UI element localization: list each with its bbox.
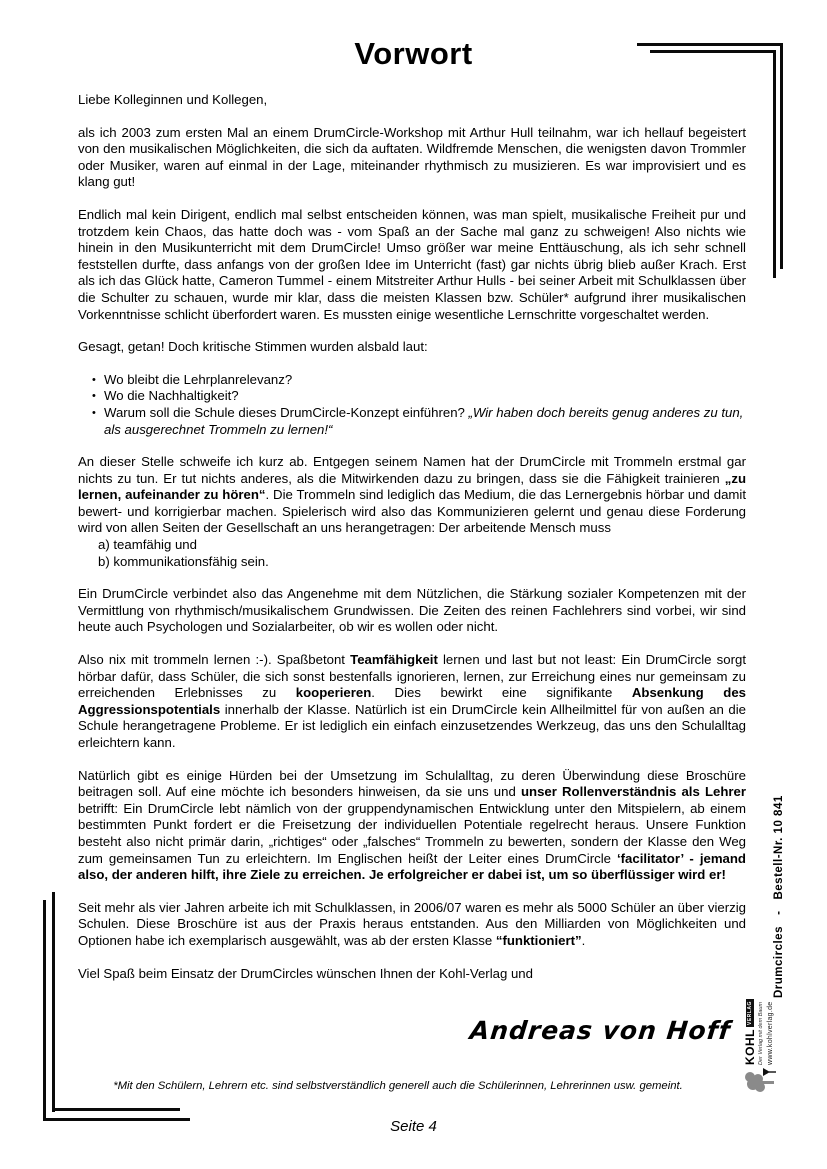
paragraph: als ich 2003 zum ersten Mal an einem DrumCircle-Workshop mit Arthur Hull teilnahm, war ich hellauf begeistert von den musikalischen Möglichkeiten, die sich da auftaten. Wildfremde Menschen, die wenigsten davon Trommler oder Musiker, waren auf einmal in der Lage, miteinander rhythmisch zu musizieren. Es war improvisiert und es klang gut!	[78, 124, 746, 190]
paragraph: Ein DrumCircle verbindet also das Angenehme mit dem Nützlichen, die Stärkung sozialer Kompetenzen mit der Vermittlung von rhythmisch/musikalischem Grundwissen. Die Zeiten des reinen Fachlehrers sind vorbei, wir sind heute auch Psychologen und Sozialarbeiter, ob wir es wollen oder nicht.	[78, 586, 746, 635]
bullet-text: Wo bleibt die Lehrplanrelevanz?	[104, 371, 293, 387]
kohl-verlag-logo	[743, 1001, 801, 1093]
paragraph: Endlich mal kein Dirigent, endlich mal selbst entscheiden können, was man spielt, musikalische Freiheit pur und trotzdem kein Chaos, das hatte doch was - vom Spaß an der Sache mal ganz zu schweigen! Also nichts wie hinein in den Musikunterricht mit dem DrumCircle! Umso größer war meine Enttäuschung, als ich sehr schnell feststellen durfte, dass anfangs von der großen Idee im Unterricht (fast) gar nichts übrig blieb außer Krach. Erst als ich das Glück hatte, Cameron Tummel - einem Mitstreiter Arthur Hulls - bei seiner Arbeit mit Schulklassen über die Schulter zu schauen, wurde mir klar, dass die meisten Klassen bzw. Schüler* aufgrund ihrer musikalischen Vorkenntnisse schlicht überfordert waren. Es mussten einige wesentliche Lernschritte vorgeschaltet werden.	[78, 206, 746, 322]
page-title: Vorwort	[354, 36, 473, 71]
body-content	[78, 92, 746, 998]
logo-tagline: Der Verlag mit dem Baum	[758, 1001, 764, 1065]
ornament-line-bottom-left	[43, 900, 46, 1121]
ornament-line-top-right	[773, 50, 776, 278]
bullet-icon: •	[92, 406, 96, 419]
bullet-item	[92, 388, 746, 405]
bullet-text: Warum soll die Schule dieses DrumCircle-Konzept einführen? „Wir haben doch bereits genug anderes zu tun, als ausgerechnet Trommeln zu lernen!“	[104, 404, 744, 437]
paragraph: Gesagt, getan! Doch kritische Stimmen wurden alsbald laut:	[78, 339, 428, 355]
ornament-line-top-right	[780, 43, 783, 269]
paragraph: An dieser Stelle schweife ich kurz ab. Entgegen seinem Namen hat der DrumCircle mit Trommeln erstmal gar nichts zu tun. Er tut nichts anderes, als die Mitwirkenden dazu zu bringen, dass sie die Fähigkeit trainieren „zu lernen, aufeinander zu hören“. Die Trommeln sind lediglich das Medium, die das Lernergebnis hörbar und damit bewert- und korrigierbar machen. Spielerisch wird also das Kommunizieren gelernt und genau diese Forderung wird von allen Seiten der Gesellschaft an uns herangetragen: Der arbeitende Mensch muss	[78, 454, 746, 536]
logo-url: www.kohlverlag.de	[767, 1001, 774, 1065]
logo-name-badge: VERLAG	[747, 1001, 753, 1025]
paragraph: Seit mehr als vier Jahren arbeite ich mit Schulklassen, in 2006/07 waren es mehr als 5000 Schüler an über vierzig Schulen. Diese Broschüre ist aus der Praxis heraus entstanden. Aus den Milliarden von Möglichkeiten und Optionen habe ich exemplarisch ausgewählt, was ab der ersten Klasse “funktioniert”.	[78, 899, 746, 948]
bullet-icon: •	[92, 373, 96, 386]
bullet-list	[78, 372, 746, 438]
page-number: Seite 4	[390, 1118, 437, 1135]
ornament-line-bottom-left	[52, 1108, 180, 1111]
author-signature: Andreas von Hoff	[468, 1016, 733, 1045]
logo-name: KOHL	[743, 1029, 757, 1065]
sidebar-order-number: Drumcircles - Bestell-Nr. 10 841	[773, 795, 785, 998]
bullet-icon: •	[92, 390, 96, 403]
paragraph: Viel Spaß beim Einsatz der DrumCircles wünschen Ihnen der Kohl-Verlag und	[78, 965, 533, 981]
paragraph: Liebe Kolleginnen und Kollegen,	[78, 92, 268, 107]
sublist-item: a) teamfähig und	[98, 537, 197, 553]
bullet-item	[92, 405, 746, 438]
bullet-text: Wo die Nachhaltigkeit?	[104, 388, 239, 404]
ornament-line-bottom-left	[52, 892, 55, 1112]
paragraph: Natürlich gibt es einige Hürden bei der Umsetzung im Schulalltag, zu deren Überwindung diese Broschüre beitragen soll. Auf eine möchte ich besonders hinweisen, da sie uns und unser Rollenverständnis als Lehrer betrifft: Ein DrumCircle lebt nämlich von der gruppendynamischen Entwicklung unter den Mitspielern, ab einem bestimmten Punkt fordert er die Freisetzung der individuellen Potentiale regelrecht heraus. Unsere Funktion besteht also nicht primär darin, „richtiges“ oder „falsches“ Trommeln zu bewerten, sondern der Klasse den Weg zum gemeinsamen Tun zu erleichtern. Im Englischen heißt der Leiter eines DrumCircle ‘facilitator’ - jemand also, der anderen hilft, ihre Ziele zu erreichen. Je erfolgreicher er dabei ist, um so überflüssiger wird er!	[78, 767, 746, 883]
tree-icon	[743, 1067, 782, 1093]
sublist-item: b) kommunikationsfähig sein.	[98, 553, 269, 569]
paragraph: Also nix mit trommeln lernen :-). Spaßbetont Teamfähigkeit lernen und last but not least: Ein DrumCircle sorgt hörbar dafür, dass Schüler, die sich sonst bestenfalls ignorieren, lernen, zur Erreichung eines nur gemeinsam zu erreichenden Erlebnisses zu kooperieren. Dies bewirkt eine signifikante Absenkung des Aggressionspotentials innerhalb der Klasse. Natürlich ist ein DrumCircle kein Allheilmittel für von außen an die Schule herangetragene Probleme. Er ist lediglich ein einfach einzusetzendes Werkzeug, das uns den Schulalltag erleichtern kann.	[78, 652, 746, 750]
footnote: *Mit den Schülern, Lehrern etc. sind selbstverständlich generell auch die Schülerinnen, Lehrerinnen usw. gemeint.	[113, 1080, 683, 1092]
bullet-item	[92, 372, 746, 389]
lettered-sublist	[78, 537, 746, 570]
